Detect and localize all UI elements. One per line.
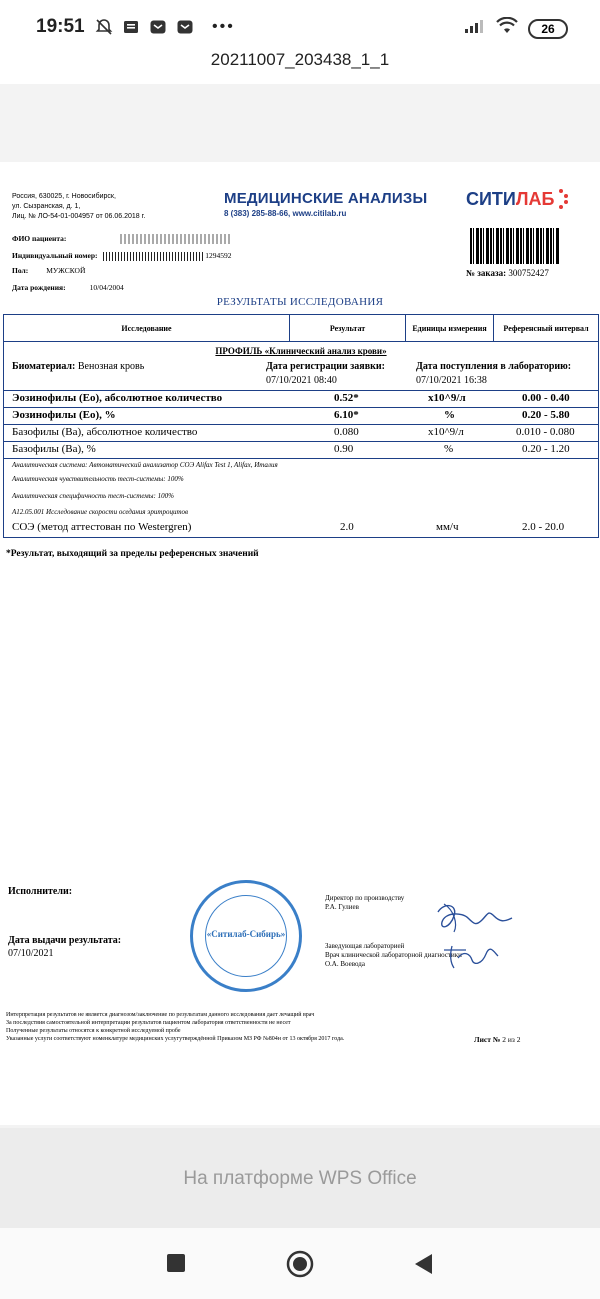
- test-result: 0.52*: [334, 392, 359, 404]
- platform-text: На платформе WPS Office: [183, 1168, 417, 1189]
- director-title: Директор по производству: [325, 894, 405, 902]
- logo-accent: ЛАБ: [515, 188, 555, 209]
- row-divider: [4, 407, 598, 408]
- test-name: Эозинофилы (Eo), %: [12, 409, 116, 421]
- dob-row: [12, 283, 124, 292]
- clock: 19:51: [36, 16, 85, 37]
- analytic-note: Аналитическая чувствительность тест-системы: 100%: [12, 475, 184, 483]
- mail-icon: [175, 17, 195, 37]
- order-number: [466, 268, 549, 278]
- status-bar: [0, 0, 600, 56]
- lab-header: [224, 190, 427, 218]
- header-title: МЕДИЦИНСКИЕ АНАЛИЗЫ: [224, 190, 428, 207]
- results-table: [3, 314, 599, 538]
- issue-date-value: 07/10/2021: [8, 948, 54, 959]
- test-unit: x10^9/л: [428, 392, 466, 404]
- test-unit: %: [444, 443, 454, 455]
- biomaterial: [12, 361, 144, 372]
- address-line: ул. Сызранская, д. 1,: [12, 203, 81, 210]
- test-name: Базофилы (Ba), %: [12, 443, 96, 455]
- document-page[interactable]: [0, 162, 600, 1125]
- recents-square-icon[interactable]: [166, 1253, 186, 1278]
- col-header-units: Единицы измерения: [406, 315, 494, 342]
- test-result: 2.0: [340, 521, 354, 533]
- more-notifications: •••: [212, 18, 235, 35]
- test-unit: %: [444, 409, 455, 421]
- fio-redacted: [120, 234, 230, 244]
- address-line: Россия, 630025, г. Новосибирск,: [12, 193, 116, 200]
- col-header-reference: Референсный интервал: [494, 315, 598, 342]
- organization-stamp: [190, 880, 302, 992]
- test-name: Эозинофилы (Eo), абсолютное количество: [12, 392, 223, 404]
- platform-banner: [0, 1128, 600, 1228]
- row-divider: [4, 390, 598, 391]
- test-result: 6.10*: [334, 409, 359, 421]
- lab-date-value: 07/10/2021 16:38: [416, 375, 487, 386]
- row-divider: [4, 441, 598, 442]
- address-line: Лиц. № ЛО-54-01-004957 от 06.06.2018 г.: [12, 213, 146, 220]
- head-signature: [438, 940, 508, 974]
- home-circle-icon[interactable]: [286, 1250, 314, 1283]
- test-ref: 0.20 - 5.80: [522, 409, 570, 421]
- navigation-bar: [0, 1228, 600, 1299]
- sex-value: МУЖСКОЙ: [46, 266, 86, 275]
- fio-row: [12, 234, 230, 244]
- id-row: [12, 251, 232, 261]
- mail-icon: [148, 17, 168, 37]
- footnote: *Результат, выходящий за пределы референсных значений: [6, 549, 259, 559]
- id-label: Индивидуальный номер:: [12, 251, 98, 260]
- dob-value: 10/04/2004: [89, 283, 124, 292]
- lab-date-label: Дата поступления в лабораторию:: [416, 361, 572, 372]
- test-result: 0.90: [334, 443, 354, 455]
- id-value: 1294592: [205, 251, 232, 260]
- system-icons: [464, 17, 568, 40]
- test-ref: 0.010 - 0.080: [516, 426, 575, 438]
- test-name: Базофилы (Ba), абсолютное количество: [12, 426, 198, 438]
- sheet-value: 2 из 2: [502, 1035, 521, 1044]
- fio-label: ФИО пациента:: [12, 234, 67, 243]
- disclaimer-line: Указанные услуги соответствуют номенклатуре медицинских услугутверждённой Приказом МЗ РФ №804н от 13 октября 2017 года.: [6, 1036, 345, 1042]
- analytic-note: Аналитическая система: Автоматический анализатор СОЭ Alifax Test 1, Alifax, Италия: [12, 461, 278, 469]
- sheet-label: Лист №: [474, 1035, 501, 1044]
- stamp-text: «Ситилаб-Сибирь»: [206, 929, 286, 939]
- disclaimer: [6, 1011, 344, 1043]
- notification-icons: [94, 17, 235, 37]
- sex-row: [12, 266, 85, 275]
- director-name: Р.А. Гулиев: [325, 903, 359, 911]
- alarm-off-icon: [94, 17, 114, 37]
- test-ref: 0.20 - 1.20: [522, 443, 570, 455]
- test-name: СОЭ (метод аттестован по Westergren): [12, 521, 192, 533]
- back-triangle-icon[interactable]: [412, 1252, 434, 1281]
- order-value: 300752427: [508, 268, 549, 278]
- executors-label: Исполнители:: [8, 886, 73, 897]
- col-header-test: Исследование: [4, 315, 290, 342]
- row-divider: [4, 424, 598, 425]
- biomaterial-value: Венозная кровь: [77, 361, 145, 372]
- citilab-logo: [466, 188, 571, 210]
- disclaimer-line: Полученные результаты относятся к конкретной исследуемой пробе: [6, 1028, 181, 1034]
- id-barcode-redacted: [103, 252, 203, 261]
- sex-label: Пол:: [12, 266, 29, 275]
- test-ref: 2.0 - 20.0: [522, 521, 565, 533]
- disclaimer-line: За последствия самостоятельной интерпретации результатов пациентом лаборатория ответственности не несет: [6, 1020, 291, 1026]
- message-icon: [121, 17, 141, 37]
- analytic-note: Аналитическая специфичность тест-системы: 100%: [12, 492, 174, 500]
- document-title: 20211007_203438_1_1: [210, 50, 390, 69]
- results-title: РЕЗУЛЬТАТЫ ИССЛЕДОВАНИЯ: [216, 296, 384, 308]
- director-signature: [430, 898, 526, 938]
- head-title: Врач клинической лабораторной диагностики: [325, 951, 462, 959]
- issue-date: [8, 935, 121, 959]
- biomaterial-label: Биоматериал:: [12, 361, 76, 372]
- head-name: О.А. Воевода: [325, 960, 365, 968]
- test-ref: 0.00 - 0.40: [522, 392, 570, 404]
- sheet-number: [474, 1035, 520, 1044]
- test-unit: x10^9/л: [428, 426, 464, 438]
- reg-date-value: 07/10/2021 08:40: [266, 375, 337, 386]
- order-barcode: [470, 228, 560, 264]
- lab-address: [12, 192, 145, 222]
- wifi-icon: [496, 17, 518, 40]
- head-title: Заведующая лабораторией: [325, 942, 405, 950]
- battery-indicator: 26: [528, 19, 568, 39]
- logo-dots-icon: [557, 188, 571, 210]
- analytic-note: А12.05.001 Исследование скорости оседания эритроцитов: [12, 508, 189, 516]
- profile-row: ПРОФИЛЬ «Клинический анализ крови»: [215, 346, 387, 356]
- header-contacts: 8 (383) 285-88-66, www.citilab.ru: [224, 209, 347, 218]
- col-header-result: Результат: [290, 315, 406, 342]
- director-signer: [325, 894, 404, 912]
- issue-date-label: Дата выдачи результата:: [8, 935, 122, 946]
- reg-date-label: Дата регистрации заявки:: [266, 361, 385, 372]
- order-label: № заказа:: [466, 268, 507, 278]
- test-result: 0.080: [334, 426, 359, 438]
- test-unit: мм/ч: [436, 521, 459, 533]
- signal-icon: [464, 18, 486, 39]
- row-divider: [4, 458, 598, 459]
- dob-label: Дата рождения:: [12, 283, 66, 292]
- disclaimer-line: Интерпретация результатов не является диагнозом/заключение по результатам данного исследования дает лечащий врач: [6, 1012, 315, 1018]
- logo-text: СИТИ: [466, 188, 516, 209]
